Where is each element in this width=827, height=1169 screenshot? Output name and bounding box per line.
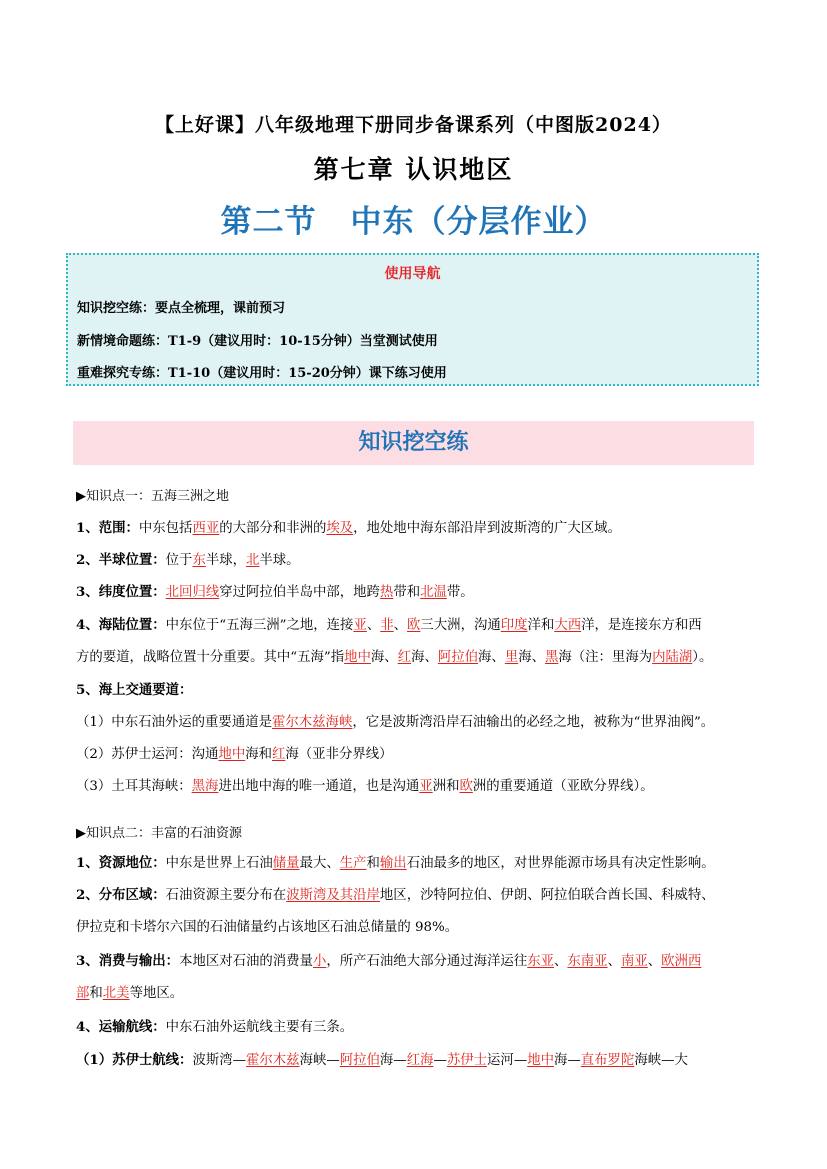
knowledge-point-heading: ▶知识点一：五海三洲之地 [76,489,229,504]
answer: 亚 [353,618,367,633]
kp1-line-sea-routes: 5、海上交通要道： [76,682,193,698]
usage-guide-box [66,253,759,386]
answer: 霍尔木兹 [246,1053,300,1068]
answer: 东亚 [527,954,554,969]
kp2-line-consumption-cont: 部和北美等地区。 [76,986,184,1001]
answer: 地中 [344,650,371,665]
answer: 储量 [272,856,300,871]
answer: 输出 [379,856,407,871]
answer: 北温 [420,585,447,600]
kp2-line-suez-route: （1）苏伊士航线：波斯湾—霍尔木兹海峡—阿拉伯海—红海—苏伊士运河—地中海—直布罗陀海峡—大 [76,1052,688,1068]
answer: 小 [312,954,327,969]
kp2-line-distribution: 2、分布区域：石油资源主要分布在波斯湾及其沿岸地区，沙特阿拉伯、伊朗、阿拉伯联合酋长国、科威特、 [76,887,715,903]
guide-title: 使用导航 [384,266,441,282]
kp2-line-routes: 4、运输航线：中东石油外运航线主要有三条。 [76,1019,354,1035]
section-banner: 知识挖空练 [73,421,754,465]
answer: 黑 [544,650,559,665]
answer: 欧 [459,779,473,794]
answer: 阿拉伯 [437,650,479,665]
kp1-line-turkish-straits: （3）土耳其海峡：黑海进出地中海的唯一通道，也是沟通亚洲和欧洲的重要通道（亚欧分界线）。 [76,779,654,794]
answer: 非 [380,618,394,633]
answer: 红 [397,650,412,665]
answer: 西亚 [192,521,220,536]
kp1-line-suez: （2）苏伊士运河：沟通地中海和红海（亚非分界线） [76,747,393,762]
lesson-title-part2: 中东（分层作业） [350,204,607,240]
answer: 阿拉伯 [339,1053,380,1068]
kp2-line-consumption: 3、消费与输出：本地区对石油的消费量小，所产石油绝大部分通过海洋运往东亚、东南亚、南亚、欧洲西 [76,953,702,969]
answer: 北回归线 [165,585,220,600]
answer: 红海 [406,1053,434,1068]
kp1-line-hormuz: （1）中东石油外运的重要通道是霍尔木兹海峡，它是波斯湾沿岸石油输出的必经之地，被称为“世界油阀”。 [76,715,715,730]
answer: 欧 [407,618,421,633]
answer: 东南亚 [567,954,608,969]
answer: 霍尔木兹海峡 [272,715,353,730]
answer: 欧洲西 [661,954,702,969]
kp1-line-hemisphere: 2、半球位置：位于东半球，北半球。 [76,552,300,568]
lesson-title-part1: 第二节 [220,204,317,240]
series-title: 【上好课】八年级地理下册同步备课系列（中图版2024） [155,114,672,136]
answer: 印度 [500,618,528,633]
answer: 部 [76,986,90,1001]
answer: 南亚 [620,954,648,969]
kp1-line-latitude: 3、纬度位置：北回归线穿过阿拉伯半岛中部，地跨热带和北温带。 [76,584,474,600]
answer: 大西 [554,618,582,633]
kp2-line-distribution-cont: 伊拉克和卡塔尔六国的石油储量约占该地区石油总储量的 98%。 [76,920,459,935]
guide-line: 知识挖空练：要点全梳理，课前预习 [77,301,286,316]
answer: 生产 [339,856,367,871]
lesson-title [0,196,827,241]
answer: 热 [379,585,394,600]
chapter-title: 第七章 认识地区 [313,155,514,184]
answer: 埃及 [326,521,354,536]
answer: 地中 [218,747,246,762]
kp2-line-status: 1、资源地位：中东是世界上石油储量最大、生产和输出石油最多的地区，对世界能源市场具有决定性影响。 [76,855,715,871]
answer: 东 [192,553,206,568]
answer: 波斯湾及其沿岸 [286,888,380,903]
answer: 亚 [419,779,433,794]
guide-line: 重难探究专练：T1-10（建议用时：15-20分钟）课下练习使用 [77,366,447,381]
answer: 红 [272,747,286,762]
guide-line: 新情境命题练：T1-9（建议用时：10-15分钟）当堂测试使用 [77,334,438,349]
answer: 内陆湖 [652,650,693,665]
kp1-line-sea-land: 4、海陆位置：中东位于“五海三洲”之地，连接亚、非、欧三大洲，沟通印度洋和大西洋，是连接东方和西 [76,617,702,633]
kp1-line-sea-land-cont: 方的要道，战略位置十分重要。其中“五海”指地中海、红海、阿拉伯海、里海、黑海（注：里海为内陆湖）。 [76,650,713,665]
answer: 直布罗陀 [580,1053,635,1068]
answer: 苏伊士 [446,1053,488,1068]
knowledge-point-heading: ▶知识点二：丰富的石油资源 [76,826,242,841]
answer: 北 [246,553,260,568]
answer: 黑海 [191,779,219,794]
kp1-line-range: 1、范围：中东包括西亚的大部分和非洲的埃及，地处地中海东部沿岸到波斯湾的广大区域。 [76,520,621,536]
answer: 北美 [102,986,130,1001]
answer: 里 [504,650,519,665]
answer: 地中 [527,1053,554,1068]
